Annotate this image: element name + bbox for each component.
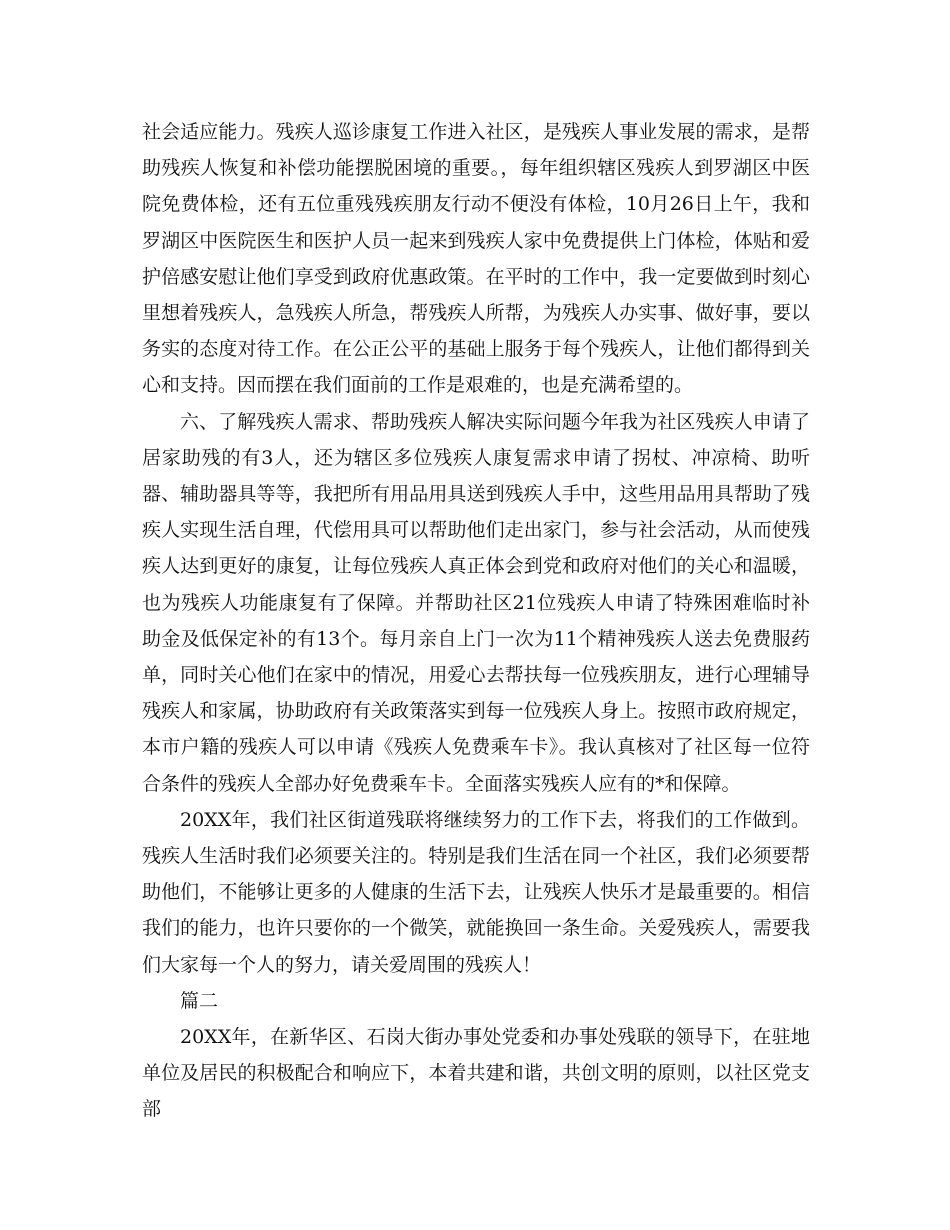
paragraph-continued: 社会适应能力。残疾人巡诊康复工作进入社区，是残疾人事业发展的需求，是帮助残疾人恢复和补偿功能摆脱困境的重要。，每年组织辖区残疾人到罗湖区中医院免费体检，还有五位重残残疾朋友行动不便没有体检，10月26日上午，我和罗湖区中医院医生和医护人员一起来到残疾人家中免费提供上门体检，体贴和爱护倍感安慰让他们享受到政府优惠政策。在平时的工作中，我一定要做到时刻心里想着残疾人，急残疾人所急，帮残疾人所帮，为残疾人办实事、做好事，要以务实的态度对待工作。在公正公平的基础上服务于每个残疾人，让他们都得到关心和支持。因而摆在我们面前的工作是艰难的，也是充满希望的。 bbox=[142, 121, 810, 397]
document-body bbox=[142, 114, 810, 1128]
paragraph-part-two-intro: 20XX年，在新华区、石岗大街办事处党委和办事处残联的领导下，在驻地单位及居民的积极配合和响应下，本着共建和谐，共创文明的原则，以社区党支部 bbox=[142, 1026, 810, 1121]
section-heading: 篇二 bbox=[180, 989, 219, 1012]
paragraph-section-six: 六、了解残疾人需求、帮助残疾人解决实际问题今年我为社区残疾人申请了居家助残的有3人，还为辖区多位残疾人康复需求申请了拐杖、冲凉椅、助听器、辅助器具等等，我把所有用品用具送到残疾人手中，这些用品用具帮助了残疾人实现生活自理，代偿用具可以帮助他们走出家门，参与社会活动，从而使残疾人达到更好的康复，让每位残疾人真正体会到党和政府对他们的关心和温暖，也为残疾人功能康复有了保障。并帮助社区21位残疾人申请了特殊困难临时补助金及低保定补的有13个。每月亲自上门一次为11个精神残疾人送去免费服药单，同时关心他们在家中的情况，用爱心去帮扶每一位残疾朋友，进行心理辅导残疾人和家属，协助政府有关政策落实到每一位残疾人身上。按照市政府规定，本市户籍的残疾人可以申请《残疾人免费乘车卡》。我认真核对了社区每一位符合条件的残疾人全部办好免费乘车卡。全面落实残疾人应有的*和保障。 bbox=[142, 410, 810, 795]
paragraph-next-year: 20XX年，我们社区街道残联将继续努力的工作下去，将我们的工作做到。残疾人生活时我们必须要关注的。特别是我们生活在同一个社区，我们必须要帮助他们，不能够让更多的人健康的生活下去，让残疾人快乐才是最重要的。相信我们的能力，也许只要你的一个微笑，就能换回一条生命。关爱残疾人，需要我们大家每一个人的努力，请关爱周围的残疾人！ bbox=[142, 808, 810, 976]
